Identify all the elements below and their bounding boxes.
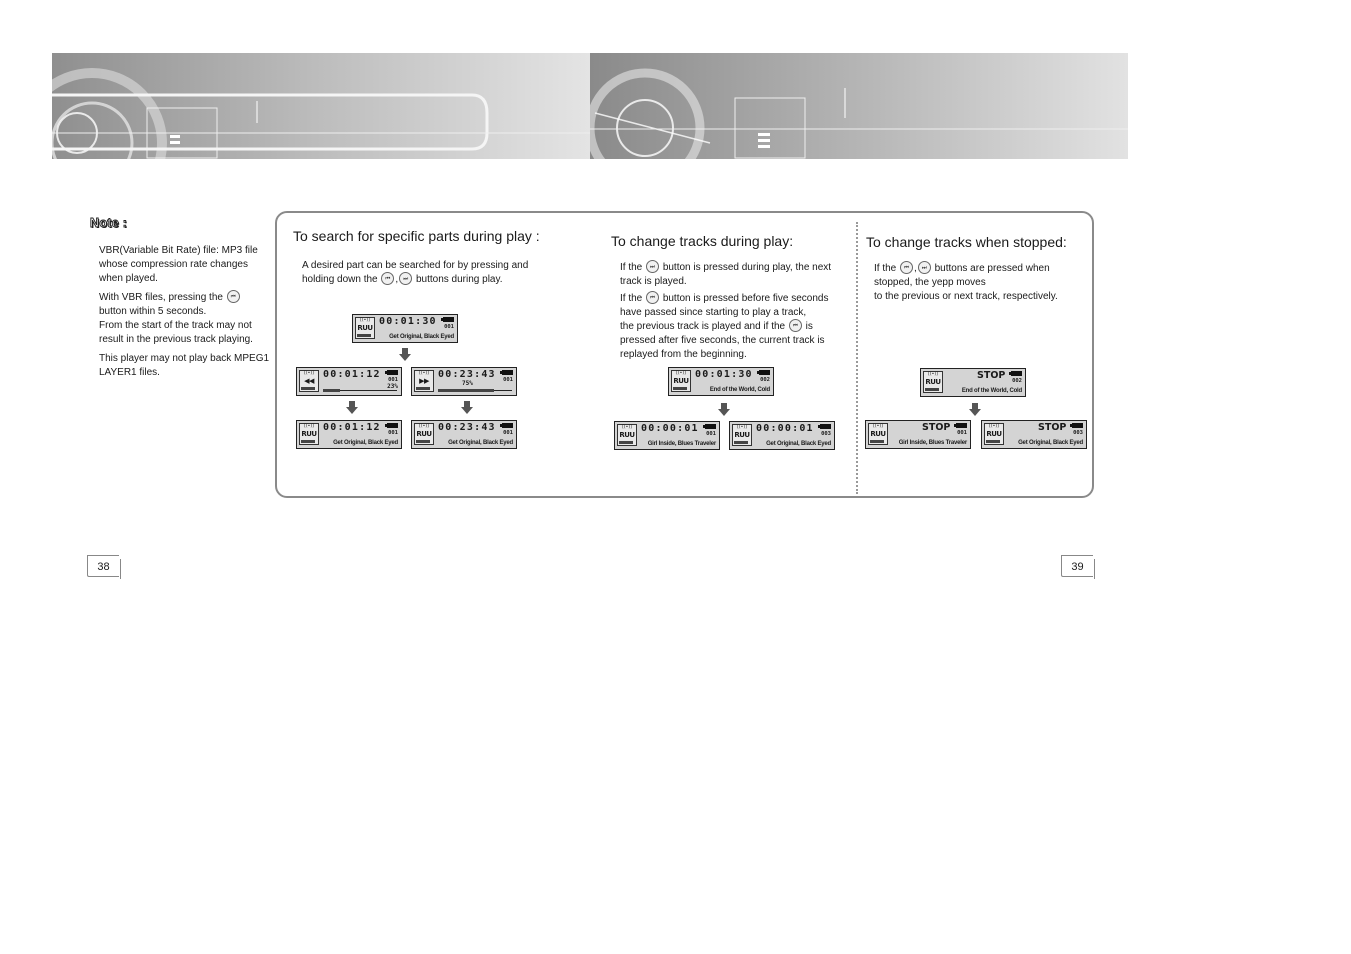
lcd-song: Get Original, Black Eyed (389, 334, 454, 340)
text-fragment: buttons during play. (415, 274, 503, 286)
battery-icon (956, 423, 967, 428)
rewind-button-icon: ⏮ (381, 272, 394, 285)
note-item-vbr: VBR(Variable Bit Rate) file: MP3 file whose compression rate changes when played. (99, 245, 258, 284)
text-fragment: to the previous or next track, respectively. (874, 291, 1058, 303)
lcd-time: 00:23:43 (438, 422, 496, 433)
lcd-status: STOP (977, 370, 1006, 381)
down-arrow-icon (399, 348, 411, 362)
text-fragment: , (914, 263, 917, 275)
lcd-mode-icon: [(•)] RUU (617, 424, 637, 446)
lcd-status: STOP (1038, 422, 1067, 433)
progress-bar (323, 390, 397, 391)
battery-icon (387, 370, 398, 375)
lcd-percent: 23% (387, 383, 398, 390)
down-arrow-icon (461, 401, 473, 415)
lcd-time: 00:01:12 (323, 369, 381, 380)
lcd-song: Girl Inside, Blues Traveler (647, 441, 716, 447)
lcd-track: 003 (1073, 430, 1083, 436)
lcd-song: Get Original, Black Eyed (1018, 440, 1083, 446)
lcd-track: 003 (821, 431, 831, 437)
lcd-stop-current (920, 368, 1026, 397)
lcd-time: 00:23:43 (438, 369, 496, 380)
battery-icon (502, 370, 513, 375)
note-item-mpeg: This player may not play back MPEG1 LAYER1 files. (99, 353, 270, 379)
lcd-percent: 75% (462, 380, 473, 387)
lcd-track: 002 (760, 377, 770, 383)
lcd-mode-icon: [(•)] RUU (923, 371, 943, 393)
prev-button-icon: ⏮ (789, 319, 802, 332)
lcd-mode-icon: [(•)] ◀◀ (299, 370, 319, 392)
lcd-track: 001 (706, 431, 716, 437)
text-fragment: If the (620, 293, 643, 305)
note-item-text: With VBR files, pressing the (99, 292, 223, 304)
section-search-text (302, 259, 542, 287)
lcd-track: 001 (957, 430, 967, 436)
section-change-play-text (620, 261, 842, 362)
next-button-icon: ⏭ (918, 261, 931, 274)
prev-button-icon: ⏮ (900, 261, 913, 274)
lcd-song: End of the World, Cold (961, 388, 1022, 394)
battery-icon (759, 370, 770, 375)
page-number-left: 38 (87, 555, 119, 577)
battery-icon (705, 424, 716, 429)
page-number-right: 39 (1061, 555, 1093, 577)
lcd-song: Get Original, Black Eyed (766, 441, 831, 447)
battery-icon (820, 424, 831, 429)
lcd-track: 002 (1012, 378, 1022, 384)
note-item-text: From the start of the track may not result in the previous track playing. (99, 320, 253, 346)
header-banner-right (590, 53, 1128, 159)
lcd-play-next (729, 421, 835, 450)
prev-button-icon: ⏮ (646, 291, 659, 304)
section-change-stopped-text (874, 262, 1089, 304)
battery-icon (387, 423, 398, 428)
text-fragment: is pressed after five seconds, the current track is replayed from the beginning. (620, 321, 825, 361)
note-item-prev-button (99, 291, 270, 347)
battery-icon (502, 423, 513, 428)
lcd-song: Get Original, Black Eyed (448, 440, 513, 446)
note-section (90, 216, 270, 385)
text-fragment: button is pressed before five seconds have passed since starting to play a track, (620, 293, 829, 319)
lcd-time: 00:01:30 (695, 369, 753, 380)
down-arrow-icon (969, 403, 981, 417)
lcd-song: Get Original, Black Eyed (333, 440, 398, 446)
lcd-track: 001 (388, 377, 398, 383)
panel-divider (856, 222, 858, 494)
lcd-search-rewind (296, 367, 402, 396)
lcd-mode-icon: [(•)] RUU (414, 423, 434, 445)
fast-forward-button-icon: ⏭ (399, 272, 412, 285)
progress-fill (323, 389, 340, 392)
lcd-mode-icon: [(•)] RUU (984, 423, 1004, 445)
lcd-stop-previous (865, 420, 971, 449)
lcd-search-result-2 (411, 420, 517, 449)
lcd-track: 001 (503, 377, 513, 383)
text-fragment: If the (874, 263, 897, 275)
lcd-mode-icon: [(•)] RUU (732, 424, 752, 446)
next-button-icon: ⏭ (646, 260, 659, 273)
lcd-play-current (668, 367, 774, 396)
lcd-play-previous (614, 421, 720, 450)
battery-icon (443, 317, 454, 322)
lcd-search-result-1 (296, 420, 402, 449)
lcd-song: Girl Inside, Blues Traveler (898, 440, 967, 446)
section-search-title: To search for specific parts during play : (293, 228, 540, 244)
section-change-stopped-title: To change tracks when stopped: (866, 234, 1067, 250)
progress-bar (438, 390, 512, 391)
prev-button-icon: ⏮ (227, 290, 240, 303)
lcd-track: 001 (503, 430, 513, 436)
header-banner-left (52, 53, 590, 159)
battery-icon (1072, 423, 1083, 428)
text-fragment: button is pressed during play, the next track is played. (620, 262, 832, 288)
progress-fill (438, 389, 494, 392)
lcd-time: 00:01:12 (323, 422, 381, 433)
text-fragment: If the (620, 262, 643, 274)
lcd-mode-icon: [(•)] RUU (299, 423, 319, 445)
lcd-time: 00:00:01 (756, 423, 814, 434)
text-fragment: buttons are pressed when stopped, the yepp moves (874, 263, 1050, 289)
note-title: Note : (90, 216, 128, 230)
text-fragment: , (395, 274, 399, 286)
lcd-mode-icon: [(•)] RUU (868, 423, 888, 445)
lcd-mode-icon: [(•)] RUU (671, 370, 691, 392)
section-change-play-title: To change tracks during play: (611, 233, 794, 249)
down-arrow-icon (718, 403, 730, 417)
lcd-song: End of the World, Cold (709, 387, 770, 393)
lcd-stop-next (981, 420, 1087, 449)
lcd-track: 001 (444, 324, 454, 330)
down-arrow-icon (346, 401, 358, 415)
lcd-track: 001 (388, 430, 398, 436)
lcd-time: 00:01:30 (379, 316, 437, 327)
lcd-search-forward (411, 367, 517, 396)
lcd-search-start (352, 314, 458, 343)
text-fragment: the previous track is played and if the (620, 321, 786, 333)
battery-icon (1011, 371, 1022, 376)
lcd-status: STOP (922, 422, 951, 433)
note-item-text: button within 5 seconds. (99, 306, 207, 318)
lcd-mode-icon: [(•)] RUU (355, 317, 375, 339)
lcd-mode-icon: [(•)] ▶▶ (414, 370, 434, 392)
text-fragment: A desired part can be searched for by pressing and holding down the (302, 260, 529, 286)
lcd-time: 00:00:01 (641, 423, 699, 434)
